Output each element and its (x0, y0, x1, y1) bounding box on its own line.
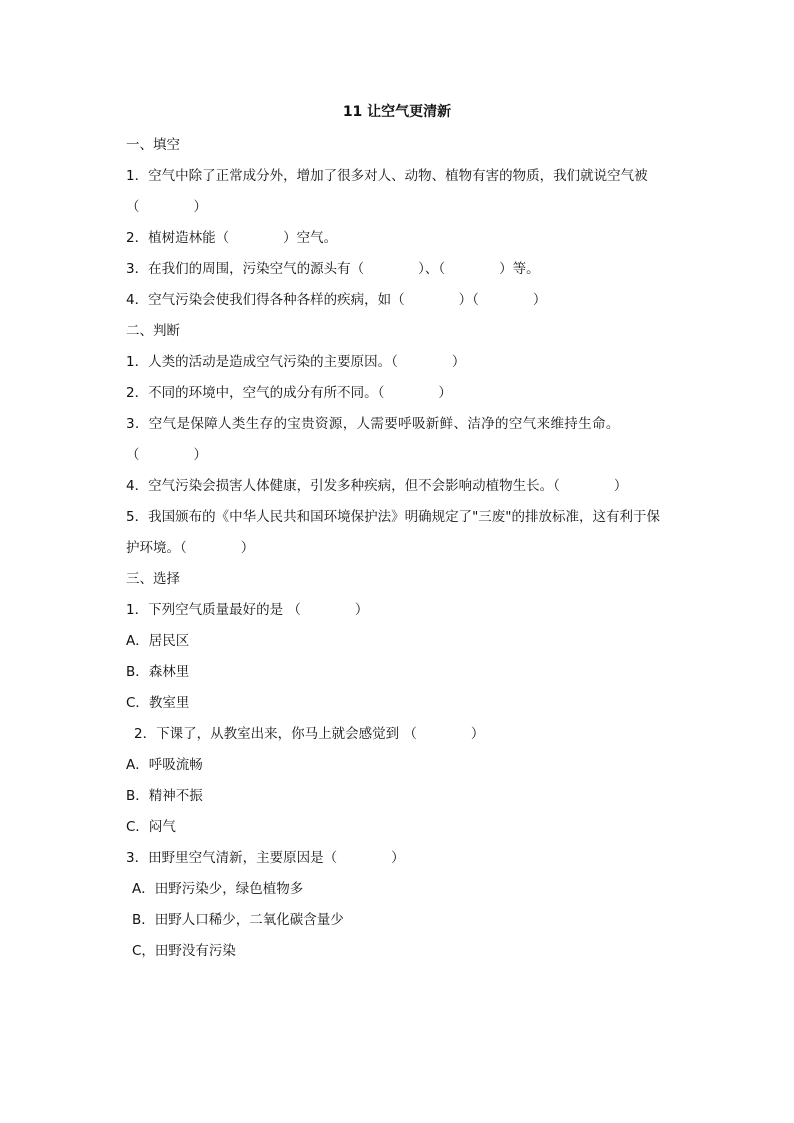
choice-q2-option-b: B．精神不振 (126, 788, 203, 804)
choice-q3-option-c: C，田野没有污染 (132, 943, 236, 959)
worksheet-body (126, 130, 686, 967)
fill-question-4: 4．空气污染会使我们得各种各样的疾病，如（ ）（ ） (126, 292, 547, 308)
judge-question-5-cont: 护环境。（ ） (126, 540, 255, 556)
choice-q1-option-b: B．森林里 (126, 664, 190, 680)
fill-question-1-blank: （ ） (126, 199, 207, 215)
fill-question-3: 3．在我们的周围，污染空气的源头有（ ）、（ ）等。 (126, 261, 540, 277)
judge-question-2: 2．不同的环境中，空气的成分有所不同。（ ） (126, 385, 452, 401)
judge-question-5: 5．我国颁布的《中华人民共和国环境保护法》明确规定了"三废"的排放标准，这有利于保 (126, 509, 661, 525)
section-heading-judge: 二、判断 (126, 323, 180, 339)
choice-question-2: 2．下课了，从教室出来，你马上就会感觉到 （ ） (134, 726, 485, 742)
choice-q1-option-a: A．居民区 (126, 633, 190, 649)
judge-question-3: 3．空气是保障人类生存的宝贵资源，人需要呼吸新鲜、洁净的空气来维持生命。 (126, 416, 620, 432)
choice-q2-option-a: A．呼吸流畅 (126, 757, 203, 773)
choice-q1-option-c: C．教室里 (126, 695, 190, 711)
choice-q3-option-a: A．田野污染少，绿色植物多 (132, 881, 304, 897)
choice-q2-option-c: C．闷气 (126, 819, 176, 835)
section-heading-choice: 三、选择 (126, 571, 180, 587)
page-title: 11 让空气更清新 (342, 104, 452, 120)
fill-question-1: 1．空气中除了正常成分外，增加了很多对人、动物、植物有害的物质，我们就说空气被 (126, 168, 648, 184)
choice-question-3: 3．田野里空气清新，主要原因是（ ） (126, 850, 405, 866)
section-heading-fill: 一、填空 (126, 137, 180, 153)
choice-question-1: 1．下列空气质量最好的是 （ ） (126, 602, 369, 618)
fill-question-2: 2．植树造林能（ ）空气。 (126, 230, 338, 246)
choice-q3-option-b: B．田野人口稀少，二氧化碳含量少 (132, 912, 344, 928)
judge-question-3-blank: （ ） (126, 447, 207, 463)
judge-question-1: 1．人类的活动是造成空气污染的主要原因。（ ） (126, 354, 466, 370)
judge-question-4: 4．空气污染会损害人体健康，引发多种疾病，但不会影响动植物生长。（ ） (126, 478, 628, 494)
